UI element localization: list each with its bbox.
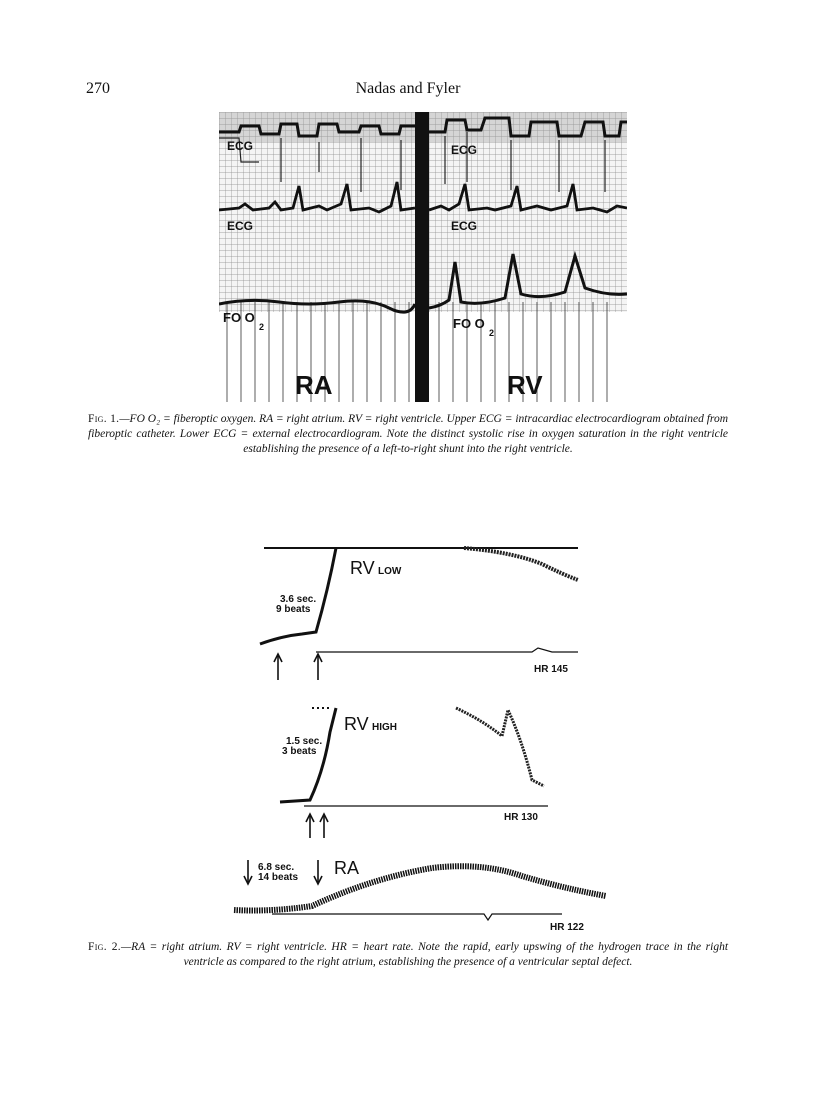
figure-2-caption: [88, 940, 728, 970]
page-number: 270: [86, 80, 110, 97]
o2-subscript-left: 2: [259, 322, 265, 332]
rv-high-label: RV: [344, 714, 369, 734]
ra-time: 6.8 sec.: [258, 862, 295, 873]
figure-2-caption-text: —RA = right atrium. RV = right ventricle. HR = heart rate. Note the rapid, early upswing of the hydrogen trace in the right ventricle as compared to the right atrium, establishing the presence of a ventricular septal defect.: [120, 941, 729, 968]
ra-panel-label: RA: [334, 858, 360, 878]
running-head: Nadas and Fyler: [355, 80, 461, 97]
o2-subscript-right: 2: [489, 328, 495, 338]
ecg-lower-left-label: ECG: [227, 219, 254, 233]
rv-high-beats: 3 beats: [282, 746, 317, 757]
rv-high-hr: HR 130: [504, 812, 538, 823]
figure-1-caption-text: —FO O₂ = fiberoptic oxygen. RA = right atrium. RV = right ventricle. Upper ECG = intracardiac electrocardiogram obtained from fiberoptic catheter. Lower ECG = external electrocardiogram. Note the distinct systolic rise in oxygen saturation in the right ventricle establishing the presence of a left-to-right shunt into the right ventricle.: [88, 413, 728, 455]
ra-hr: HR 122: [550, 922, 584, 932]
rv-low-label: RV: [350, 558, 375, 578]
fo-o2-right-label: FO O: [453, 316, 485, 331]
rv-high-sub: HIGH: [372, 722, 397, 733]
ra-label: RA: [295, 370, 333, 400]
ecg-upper-left-label: ECG: [227, 139, 254, 153]
ecg-upper-right-label: ECG: [451, 143, 478, 157]
ecg-lower-right-label: ECG: [451, 219, 478, 233]
ra-beats: 14 beats: [258, 872, 299, 883]
rv-low-hr: HR 145: [534, 664, 568, 675]
figure-2-hydrogen-curves: [232, 540, 612, 932]
rv-low-sub: LOW: [378, 566, 402, 577]
fo-o2-left-label: FO O: [223, 310, 255, 325]
figure-2-caption-lead: Fig. 2.: [88, 941, 121, 953]
figure-1-caption-lead: Fig. 1.: [88, 413, 120, 425]
figure-1-caption: [88, 412, 728, 457]
rv-low-beats: 9 beats: [276, 604, 311, 615]
rv-high-time: 1.5 sec.: [286, 736, 323, 747]
figure-1-recording: [219, 112, 627, 402]
rv-low-time: 3.6 sec.: [280, 594, 317, 605]
rv-label: RV: [507, 370, 543, 400]
